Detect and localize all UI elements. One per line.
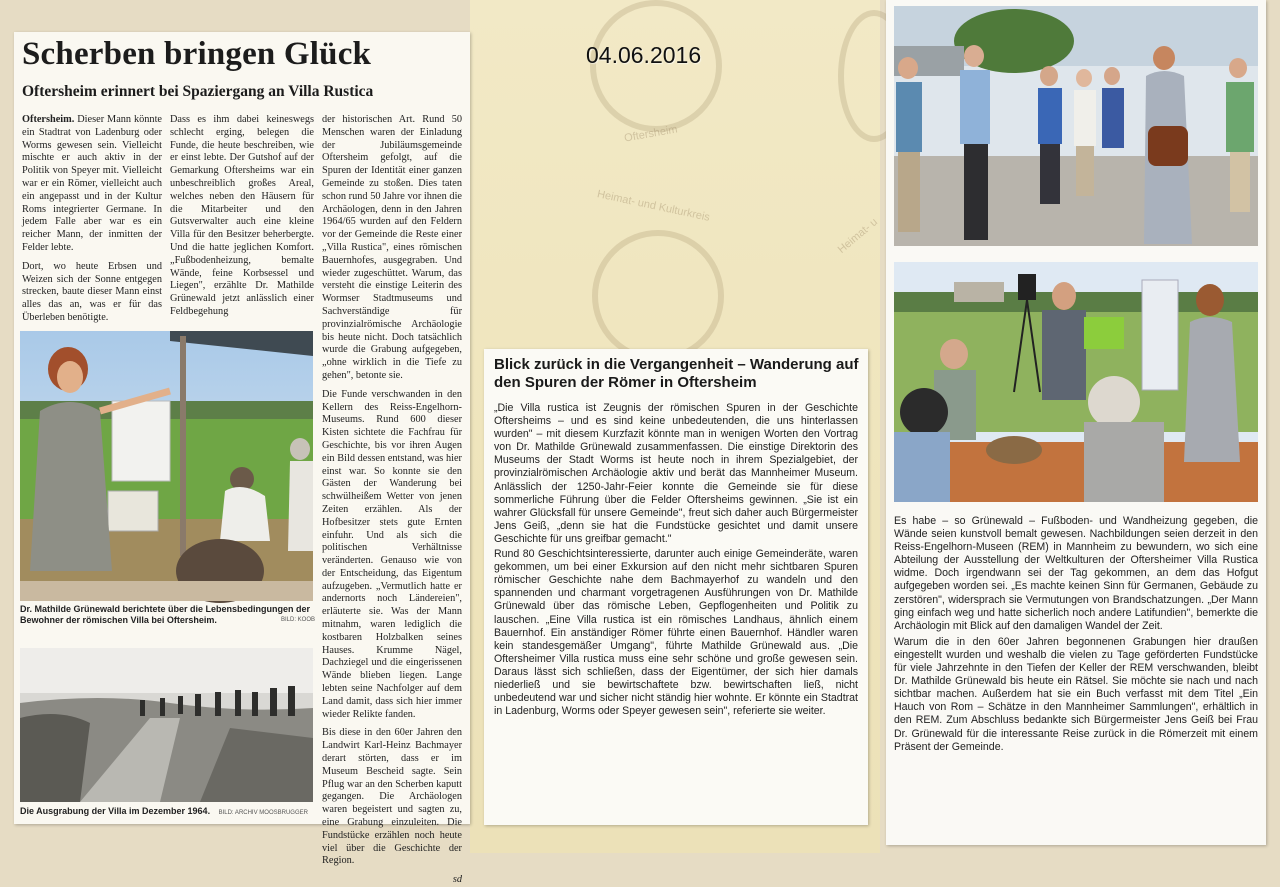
article-title: Blick zurück in die Vergangenheit – Wanderung auf den Spuren der Römer in Oftersheim (494, 356, 859, 391)
caption-text: Die Ausgrabung der Villa im Dezember 1964. (20, 806, 211, 816)
caption-text: Dr. Mathilde Grünewald berichtete über die Lebensbedingungen der Bewohner der römischen Villa bei Oftersheim. (20, 604, 311, 625)
paragraph: Es habe – so Grünewald – Fußboden- und Wandheizung gegeben, die Wände seien kunstvoll bemalt gewesen. Nachbildungen seien derzeit in den Reiss-Engelhorn-Museen (REM) in Mannheim zu bewundern, wo sich eine Abteilung der Ausstellung der Weltkulturen der Oftersheimer Villa Rustica widme. Doch irgendwann sei der Tag gekommen, an dem das Hofgut aufgegeben worden sei. „Es machte keinen Sinn für Germanen, Gebäude zu zerstören", widersprach sie Vermutungen von Brandschatzungen. „Der Mann ging einfach weg und hatte sicherlich noch andere Latifundien", bemerkte die Archäologin mit Blick auf den damaligen Wandel der Zeit. (894, 515, 1258, 632)
watermark-seal (592, 230, 724, 362)
subheadline: Oftersheim erinnert bei Spaziergang an Villa Rustica (22, 83, 374, 100)
paragraph: Rund 80 Geschichtsinteressierte, darunter auch einige Gemeinderäte, waren gekommen, um bei einer Exkursion auf den nicht mehr sichtbaren Spuren römischer Geschichte nahe dem Bachmayerhof zu wandeln und den spannenden und charmant vorgetragenen Ausführungen von Dr. Mathilde Grünewald über das römische Leben, Gepflogenheiten und Politik zu lauschen. „Eine Villa rustica ist ein römisches Landhaus, ähnlich einem Bauernhof. Ein anständiger Römer führte einen Bauernhof. Händler waren kein standesgemäßer Umgang", führte Mathilde Grünewald aus. „Die Oftersheimer Villa rustica muss eine sehr schöne und große gewesen sein. Daraus lässt sich schließen, dass der Eigentümer, der sich hier damals niederließ und sie bewirtschaftete bzw. bewirtschaften ließ, nicht unbedeutend war und sicher nicht ständig hier wohnte. Er könnte ein Stadtrat in Ladenburg, Worms oder Speyer gewesen sein", referierte sie weiter. (494, 548, 858, 718)
watermark-text: Heimat- u (835, 216, 880, 256)
headline: Scherben bringen Glück (22, 36, 372, 72)
watermark-text: Oftersheim (623, 123, 679, 145)
dateline: Oftersheim. (22, 114, 75, 125)
photo-credit: BILD: KOOB (280, 617, 315, 623)
paragraph: Warum die in den 60er Jahren begonnenen Grabungen hier draußen eingestellt wurden und weshalb die vielen zu Tage geförderten Fundstücke für viele Jahrzehnte in den Tiefen der Keller der REM verschwanden, bleibt Dr. Mathilde Grünewald bis heute ein Rätsel. Sie möchte sie nach und nach sichtbar machen. Außerdem hat sie ein Buch verfasst mit dem Titel „Ein Hauch von Rom – Schätze in den Mannheimer Sammlungen", erhältlich in den REM. Zum Abschluss bedankte sich Bürgermeister Jens Geiß bei Frau Dr. Grünewald für die interessante Reise zurück in die Römerzeit mit einem Präsent der Gemeinde. (894, 635, 1258, 753)
photo-caption (20, 806, 315, 819)
article-column-1 (22, 114, 162, 329)
article-column-3 (322, 114, 462, 886)
article-body (494, 402, 858, 820)
author-sign: sd (452, 874, 462, 886)
article-column-2 (170, 114, 314, 329)
watermark-text: Heimat- und Kulturkreis (596, 188, 711, 224)
photo-excavation (20, 648, 313, 802)
photo-presentation (894, 262, 1258, 502)
paragraph: Bis diese in den 60er Jahren den Landwirt Karl-Heinz Bachmayer derart störten, dass er im Museum Bescheid sagte. Sein Pflug war an den Scherben kaputt gegangen. Die Archäologen waren begeistert und sagten zu, eine Grabung einzuleiten. Die Fundstücke erzählen noch heute viel über die Geschichte der Region. (322, 727, 462, 867)
photo-crowd (894, 6, 1258, 246)
date-label: 04.06.2016 (586, 42, 702, 68)
newspaper-clipping-right (886, 0, 1266, 845)
photo-credit: BILD: ARCHIV MOOSBRUGGER (218, 810, 308, 816)
paragraph: Dort, wo heute Erbsen und Weizen sich der Sonne entgegen strecken, baute dieser Mann einst alles das an, was er für das Überleben benötigte. (22, 260, 162, 323)
photo-speaker (20, 331, 313, 601)
article-body (894, 515, 1258, 840)
paragraph: Dieser Mann könnte ein Stadtrat von Ladenburg oder Worms gewesen sein. Vielleicht mischte er auch aktiv in der Politik von Speyer mit. Vielleicht war er ein Römer, vielleicht auch ein angepasst und in der Kultur Roms integrierter Germane. In jedem Falle aber war es ein reicher Mann, der inmitten der Felder lebte. (22, 114, 162, 253)
paragraph: „Die Villa rustica ist Zeugnis der römischen Spuren in der Geschichte Oftersheims – und es sind keine unbedeutenden, die uns hinterlassen wurden" – mit diesem Kurzfazit könnte man in wenigen Worten den Vortrag von Dr. Mathilde Grünewald zusammenfassen. Die einstige Direktorin des Museums der Stadt Worms ist heute noch in ihrem Spezialgebiet, der provinzialrömischen Archäologie aktiv und berät das Mannheimer Museum. Anlässlich der 1250-Jahr-Feier konnte die Gemeinde sie für diese sommerliche Führung über die Felder Oftersheims gewinnen. „Sie ist ein wahrer Glücksfall für unsere Gemeinde", freut sich daher auch Bürgermeister Jens Geiß, „denn sie hat die Fundstücke gesichtet und damit unsere Geschichte für uns greifbar gemacht." (494, 402, 858, 545)
newspaper-clipping-middle (484, 349, 868, 825)
newspaper-clipping-left (14, 32, 470, 886)
photo-caption (20, 604, 315, 626)
paragraph: der historischen Art. Rund 50 Menschen waren der Einladung der Jubiläumsgemeinde Oftersheim gefolgt, auf die Spuren der Identität einer ganzen Gemeinde zu stoßen. Dies taten schon rund 50 Jahre vor ihnen die Archäologen, denn in den Jahren 1964/65 wurden auf den Feldern vor der Gemeinde die Reste einer „Villa Rustica", eines römischen Bauernhofes, ausgegraben. Und wieder zugeschüttet. Warum, das versteht die einstige Leiterin des Wormser Stadtmuseums und Sachverständige für provinzialrömische Archäologie bis heute nicht. Doch tatsächlich wurde die Grabung aufgegeben, „ohne wirklich in die Tiefe zu gehen", betonte sie. (322, 114, 462, 381)
paragraph: Die Funde verschwanden in den Kellern des Reiss-Engelhorn-Museums. Rund 600 dieser Kisten sichtete die Fachfrau für Geschichte, bis vor ihren Augen ein Bild dessen entstand, was hier einst war. So konnte sie den Gästen der Wanderung bei schwülheißem Wetter von jenen Zeiten erzählen. Als der Hofbesitzer stets gute Ernten einfuhr. Und als sich die politischen Verhältnisse veränderten. Genauso wie von der Entscheidung, das Eigentum aufzugeben. „Vermutlich hatte er andernorts noch Ländereien", erläuterte sie. Was der Mann mitnahm, waren lediglich die kostbaren Holzbalken seines Hauses. Krumme Nägel, Dachziegel und die eingerissenen Wände blieben liegen. Lange lebten seine Nachfolger auf dem Land damit, dass sich hier immer wieder Relikte fanden. (322, 388, 462, 720)
paragraph: Dass es ihm dabei keineswegs schlecht erging, belegen die Funde, die heute beschreiben, wie er einst lebte. Der Gutshof auf der Gemarkung Oftersheims war ein unbeschreiblich großes Areal, welches neben den Häusern für die Mitarbeiter und den Gutsverwalter auch eine kleine Villa für den Besitzer beherbergte. Und die hatte jeglichen Komfort. „Fußbodenheizung, bemalte Wände, feine Korbsessel und Liegen", erzählte Dr. Mathilde Grünewald jetzt anlässlich einer Feldbegehung (170, 114, 314, 317)
